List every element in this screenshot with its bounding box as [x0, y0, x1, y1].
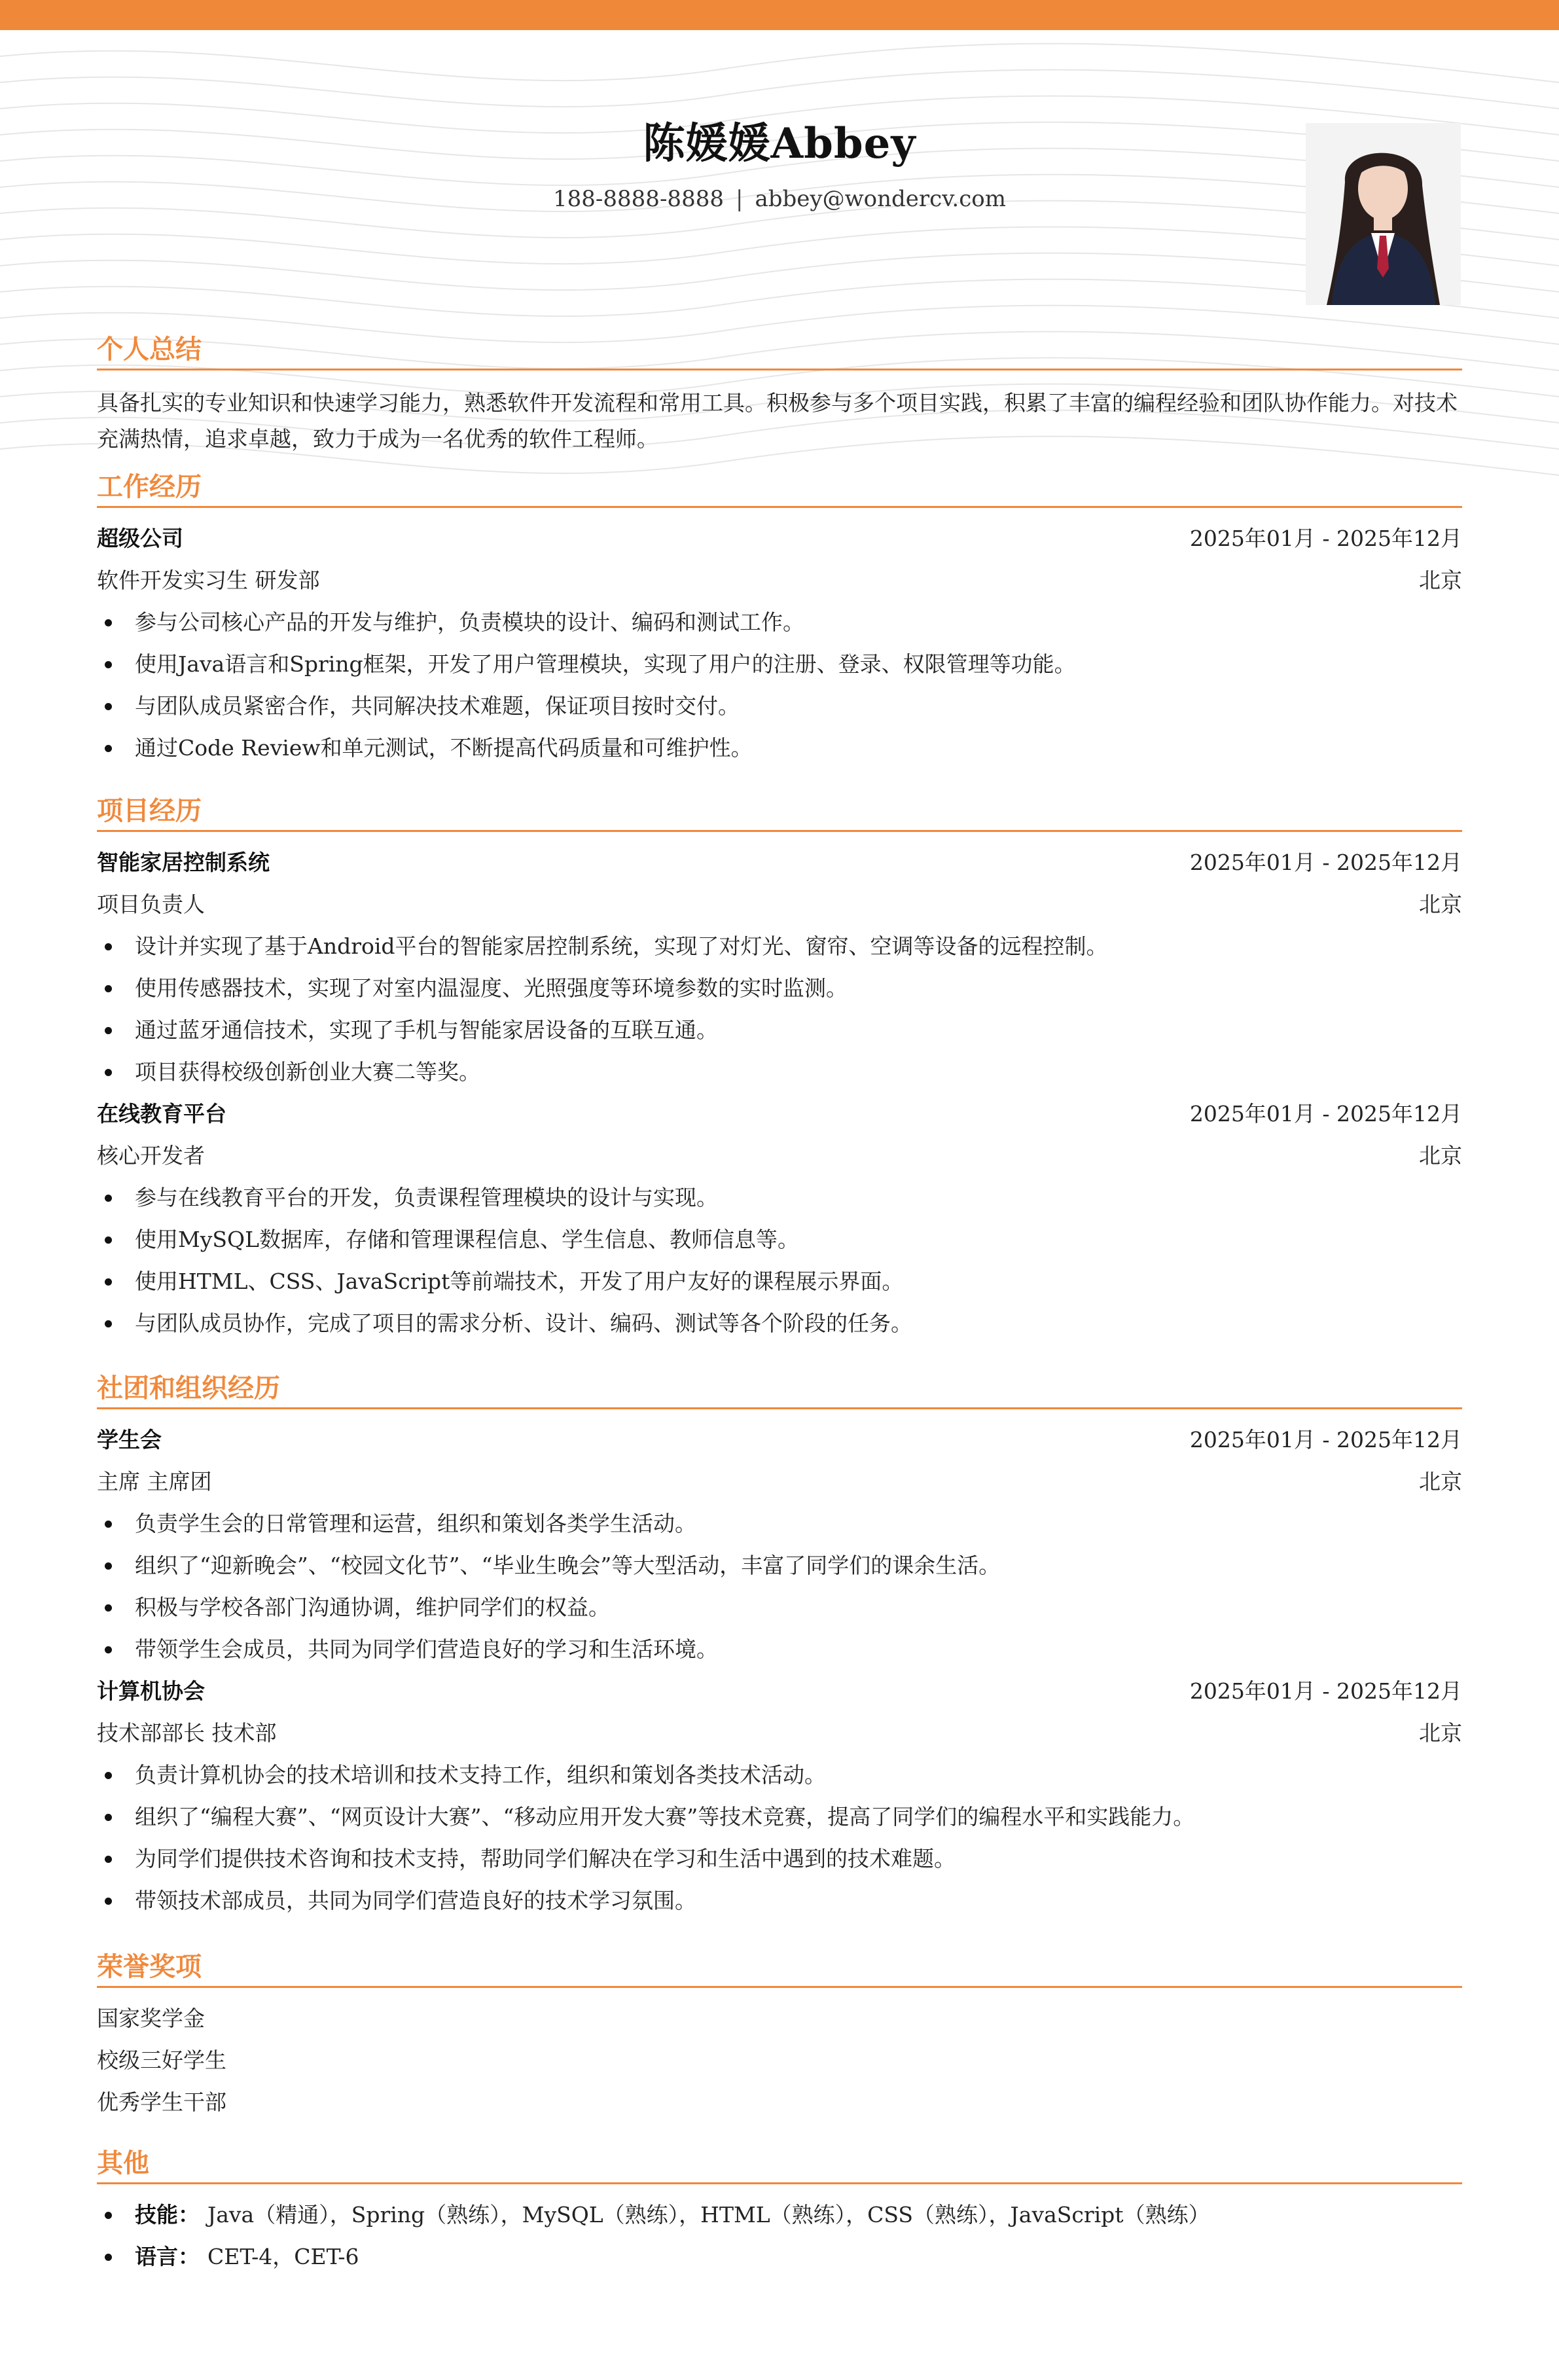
club-entry	[97, 1670, 1462, 1922]
honors-section	[97, 1948, 1462, 2123]
profile-photo	[1306, 123, 1461, 305]
entry-date: 2025年01月 - 2025年12月	[1189, 1427, 1462, 1452]
list-item: 与团队成员协作，完成了项目的需求分析、设计、编码、测试等各个阶段的任务。	[97, 1303, 1462, 1344]
list-item: 与团队成员紧密合作，共同解决技术难题，保证项目按时交付。	[97, 685, 1462, 727]
clubs-title: 社团和组织经历	[97, 1369, 1462, 1409]
entry-role: 主席 主席团	[97, 1469, 212, 1494]
entry-bullets	[97, 602, 1462, 769]
entry-bullets	[97, 926, 1462, 1093]
entry-location: 北京	[1419, 892, 1462, 917]
entry-org: 超级公司	[97, 526, 183, 551]
list-item: 项目获得校级创新创业大赛二等奖。	[97, 1051, 1462, 1093]
entry-date: 2025年01月 - 2025年12月	[1189, 1678, 1462, 1704]
contact-separator: |	[735, 186, 744, 212]
list-item: 使用HTML、CSS、JavaScript等前端技术，开发了用户友好的课程展示界面。	[97, 1261, 1462, 1303]
entry-role: 技术部部长 技术部	[97, 1720, 277, 1746]
language-item	[97, 2236, 1462, 2278]
entry-location: 北京	[1419, 568, 1462, 593]
list-item: 使用MySQL数据库，存储和管理课程信息、学生信息、教师信息等。	[97, 1219, 1462, 1261]
clubs-section	[97, 1369, 1462, 1922]
list-item: 负责学生会的日常管理和运营，组织和策划各类学生活动。	[97, 1503, 1462, 1545]
summary-text: 具备扎实的专业知识和快速学习能力，熟悉软件开发流程和常用工具。积极参与多个项目实践，积累了丰富的编程经验和团队协作能力。对技术充满热情，追求卓越，致力于成为一名优秀的软件工程师。	[97, 390, 1458, 452]
honor-item: 国家奖学金	[97, 2006, 205, 2031]
list-item: 带领技术部成员，共同为同学们营造良好的技术学习氛围。	[97, 1880, 1462, 1922]
list-item: 通过Code Review和单元测试，不断提高代码质量和可维护性。	[97, 727, 1462, 769]
entry-location: 北京	[1419, 1469, 1462, 1494]
entry-bullets	[97, 1754, 1462, 1922]
project-entry	[97, 842, 1462, 1093]
entry-location: 北京	[1419, 1143, 1462, 1168]
list-item: 组织了“编程大赛”、“网页设计大赛”、“移动应用开发大赛”等技术竞赛，提高了同学们的编程水平和实践能力。	[97, 1796, 1462, 1838]
work-section	[97, 468, 1462, 769]
projects-title: 项目经历	[97, 792, 1462, 832]
entry-date: 2025年01月 - 2025年12月	[1189, 526, 1462, 551]
entry-location: 北京	[1419, 1720, 1462, 1746]
skills-item	[97, 2194, 1462, 2236]
list-item: 通过蓝牙通信技术，实现了手机与智能家居设备的互联互通。	[97, 1009, 1462, 1051]
list-item: 负责计算机协会的技术培训和技术支持工作，组织和策划各类技术活动。	[97, 1754, 1462, 1796]
projects-section	[97, 792, 1462, 1344]
entry-org: 学生会	[97, 1427, 162, 1452]
list-item: 带领学生会成员，共同为同学们营造良好的学习和生活环境。	[97, 1629, 1462, 1670]
list-item: 使用Java语言和Spring框架，开发了用户管理模块，实现了用户的注册、登录、权限管理等功能。	[97, 643, 1462, 685]
entry-date: 2025年01月 - 2025年12月	[1189, 850, 1462, 875]
language-value: CET-4，CET-6	[207, 2244, 359, 2269]
summary-section	[97, 331, 1462, 457]
other-section	[97, 2144, 1462, 2278]
top-accent-bar	[0, 0, 1559, 30]
phone-number: 188-8888-8888	[553, 186, 724, 212]
honor-item: 优秀学生干部	[97, 2089, 226, 2115]
project-entry	[97, 1093, 1462, 1344]
entry-bullets	[97, 1503, 1462, 1670]
list-item: 参与公司核心产品的开发与维护，负责模块的设计、编码和测试工作。	[97, 602, 1462, 643]
list-item: 组织了“迎新晚会”、“校园文化节”、“毕业生晚会”等大型活动，丰富了同学们的课余生活。	[97, 1545, 1462, 1587]
list-item: 设计并实现了基于Android平台的智能家居控制系统，实现了对灯光、窗帘、空调等设备的远程控制。	[97, 926, 1462, 967]
entry-role: 项目负责人	[97, 892, 205, 917]
skills-value: Java（精通），Spring（熟练），MySQL（熟练），HTML（熟练），CSS（熟练），JavaScript（熟练）	[207, 2202, 1210, 2227]
entry-org: 智能家居控制系统	[97, 850, 270, 875]
other-list	[97, 2194, 1462, 2278]
entry-role: 核心开发者	[97, 1143, 205, 1168]
entry-role: 软件开发实习生 研发部	[97, 568, 320, 593]
entry-date: 2025年01月 - 2025年12月	[1189, 1101, 1462, 1127]
entry-org: 在线教育平台	[97, 1101, 226, 1127]
candidate-name: 陈媛媛Abbey	[643, 119, 916, 168]
entry-org: 计算机协会	[97, 1678, 205, 1704]
honor-item: 校级三好学生	[97, 2047, 226, 2073]
list-item: 为同学们提供技术咨询和技术支持，帮助同学们解决在学习和生活中遇到的技术难题。	[97, 1838, 1462, 1880]
other-title: 其他	[97, 2144, 1462, 2184]
club-entry	[97, 1419, 1462, 1670]
work-title: 工作经历	[97, 468, 1462, 508]
language-label: 语言：	[135, 2244, 200, 2269]
work-entry	[97, 518, 1462, 769]
summary-title: 个人总结	[97, 331, 1462, 370]
list-item: 积极与学校各部门沟通协调，维护同学们的权益。	[97, 1587, 1462, 1629]
skills-label: 技能：	[135, 2202, 200, 2227]
email-address: abbey@wondercv.com	[755, 186, 1006, 212]
honors-title: 荣誉奖项	[97, 1948, 1462, 1988]
list-item: 参与在线教育平台的开发，负责课程管理模块的设计与实现。	[97, 1177, 1462, 1219]
list-item: 使用传感器技术，实现了对室内温湿度、光照强度等环境参数的实时监测。	[97, 967, 1462, 1009]
entry-bullets	[97, 1177, 1462, 1344]
